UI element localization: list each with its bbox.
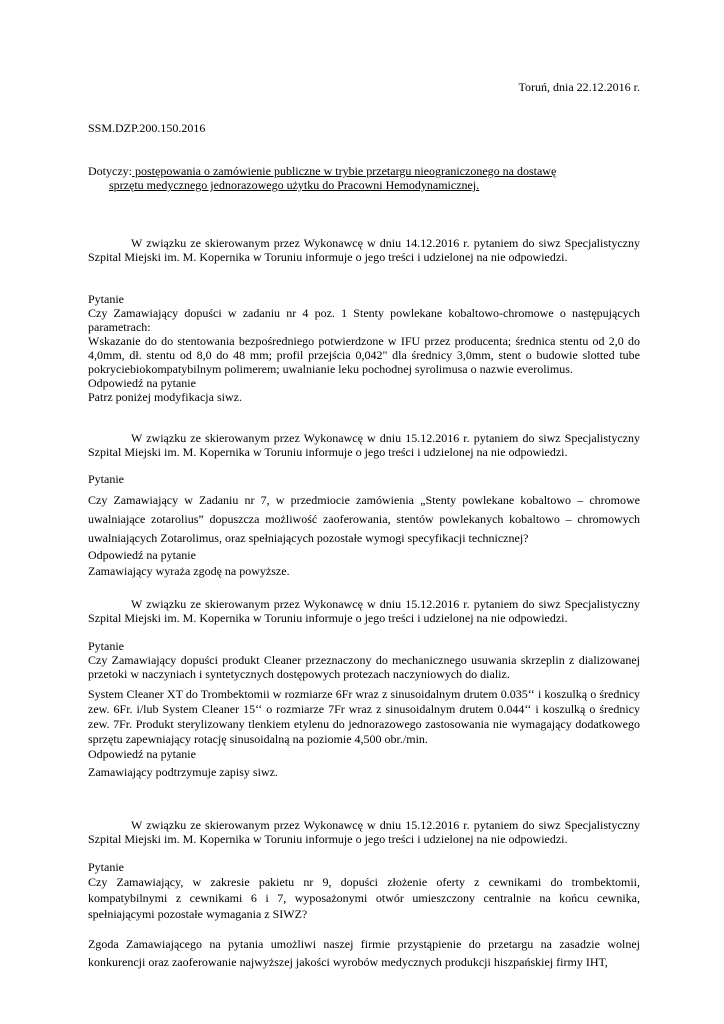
question-label: Pytanie	[88, 860, 124, 874]
question-text: Czy Zamawiający dopuści w zadaniu nr 4 poz. 1 Stenty powlekane kobaltowo-chromowe o następujących parametrach:	[88, 306, 640, 334]
section-1	[88, 236, 640, 264]
question-label: Pytanie	[88, 639, 124, 653]
answer-label: Odpowiedź na pytanie	[88, 376, 196, 390]
subject-line-2: sprzętu medycznego jednorazowego użytku do Pracowni Hemodynamicznej.	[109, 178, 480, 192]
section-2-qa	[88, 472, 640, 578]
question-detail: Zgoda Zamawiającego na pytania umożliwi naszej firmie przystąpienie do przetargu na zasadzie wolnej konkurencji oraz zaoferowanie najwyższej jakości wyrobów medycznych produkcji hiszpańskiej firmy IHT,	[88, 937, 640, 969]
document-date: Toruń, dnia 22.12.2016 r.	[518, 80, 640, 94]
question-text: Czy Zamawiający, w zakresie pakietu nr 9, dopuści złożenie oferty z cewnikami do trombektomii, kompatybilnymi z cewnikami 6 i 7, wyposażonymi otwór umieszczony centralnie na końcu cewnika, spełniającymi pozostałe wymagania z SIWZ?	[88, 875, 640, 921]
question-detail: System Cleaner XT do Trombektomii w rozmiarze 6Fr wraz z sinusoidalnym drutem 0.035‘‘ i koszulką o średnicy zew. 6Fr. i/lub System Cleaner 15‘‘ o rozmiarze 7Fr wraz z sinusoidalnym drutem 0.044‘‘ i koszulką o średnicy zew. 7Fr. Produkt sterylizowany tlenkiem etylenu do jednorazowego zastosowania nie wymagający dodatkowego sprzętu zapewniający rotację sinusoidalną na poziomie 4,500 obr./min.	[88, 687, 640, 746]
section-3	[88, 597, 640, 625]
subject-line-1: postępowania o zamówienie publiczne w trybie przetargu nieograniczonego na dostawę	[132, 164, 557, 178]
question-text: Czy Zamawiający dopuści produkt Cleaner przeznaczony do mechanicznego usuwania skrzeplin z dializowanej przetoki w naczyniach i syntetycznych dostępowych protezach naczyniowych do dializ.	[88, 653, 640, 681]
question-label: Pytanie	[88, 472, 124, 486]
subject-block	[88, 164, 640, 192]
section-1-qa	[88, 292, 640, 404]
answer-text: Patrz poniżej modyfikacja siwz.	[88, 390, 242, 404]
question-detail: Wskazanie do do stentowania bezpośredniego potwierdzone w IFU przez producenta; średnica stentu od 2,0 do 4,0mm, dł. stentu od 8,0 do 48 mm; profil przejścia 0,042" dla średnicy 3,0mm, stent o budowie slotted tube pokryciebiokompatybilnym polimerem; uwalnianie leku pochodnej syrolimusa o nazwie everolimus.	[88, 334, 640, 376]
section-4	[88, 818, 640, 846]
section-intro: W związku ze skierowanym przez Wykonawcę w dniu 15.12.2016 r. pytaniem do siwz Specjalistyczny Szpital Miejski im. M. Kopernika w Toruniu informuje o jego treści i udzielonej na nie odpowiedzi.	[88, 818, 640, 846]
section-intro: W związku ze skierowanym przez Wykonawcę w dniu 15.12.2016 r. pytaniem do siwz Specjalistyczny Szpital Miejski im. M. Kopernika w Toruniu informuje o jego treści i udzielonej na nie odpowiedzi.	[88, 597, 640, 625]
answer-label: Odpowiedź na pytanie	[88, 747, 196, 761]
question-text: Czy Zamawiający w Zadaniu nr 7, w przedmiocie zamówienia „Stenty powlekane kobaltowo – chromowe uwalniające zotarolius” dopuszcza możliwość zaoferowania, stentów powlekanych kobaltowo – chromowych uwalniających Zotarolimus, oraz spełniających pozostałe wymogi specyfikacji technicznej?	[88, 493, 640, 545]
section-4-qa	[88, 860, 640, 971]
answer-text: Zamawiający podtrzymuje zapisy siwz.	[88, 765, 278, 779]
question-label: Pytanie	[88, 292, 124, 306]
case-signature: SSM.DZP.200.150.2016	[88, 121, 206, 135]
section-3-qa	[88, 639, 640, 779]
answer-label: Odpowiedź na pytanie	[88, 548, 196, 562]
answer-text: Zamawiający wyraża zgodę na powyższe.	[88, 564, 290, 578]
section-intro: W związku ze skierowanym przez Wykonawcę w dniu 14.12.2016 r. pytaniem do siwz Specjalistyczny Szpital Miejski im. M. Kopernika w Toruniu informuje o jego treści i udzielonej na nie odpowiedzi.	[88, 236, 640, 264]
subject-label: Dotyczy:	[88, 164, 132, 178]
section-2	[88, 431, 640, 459]
section-intro: W związku ze skierowanym przez Wykonawcę w dniu 15.12.2016 r. pytaniem do siwz Specjalistyczny Szpital Miejski im. M. Kopernika w Toruniu informuje o jego treści i udzielonej na nie odpowiedzi.	[88, 431, 640, 459]
